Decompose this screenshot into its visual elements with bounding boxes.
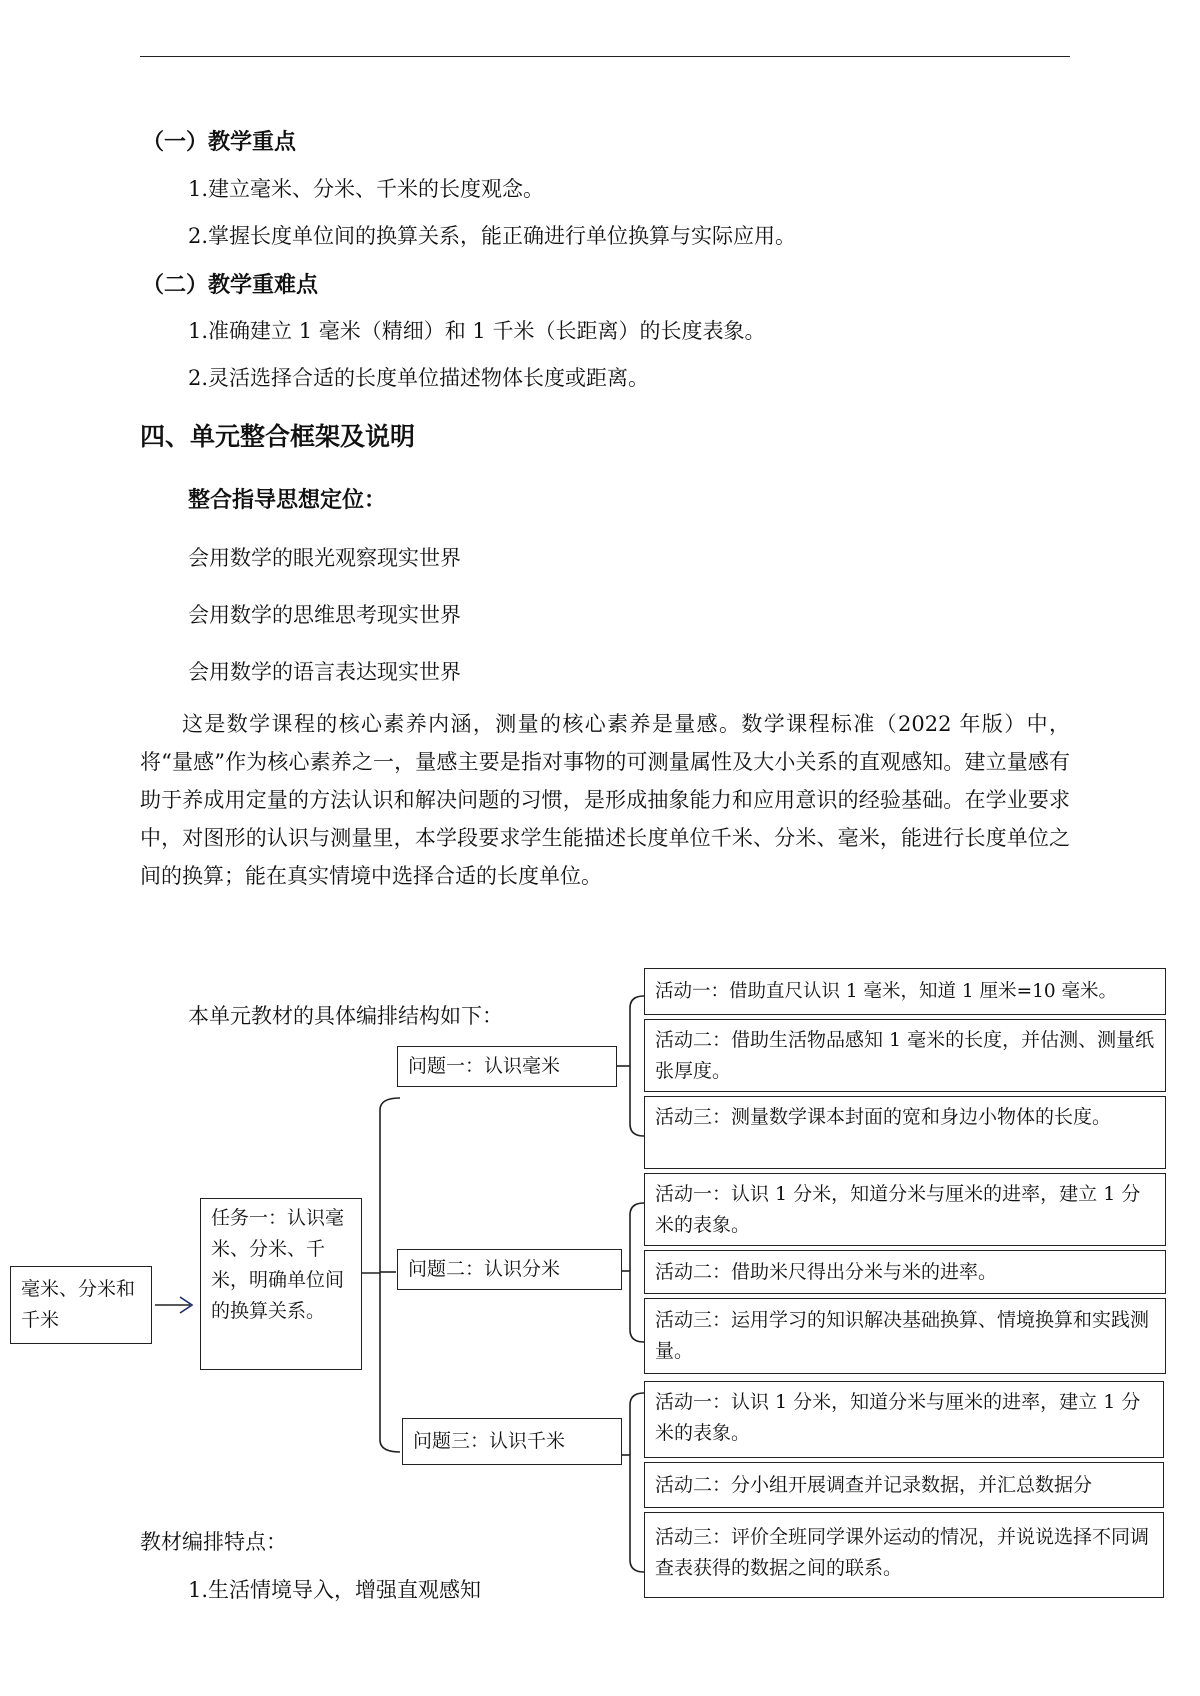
difficulty-item-1: 1.准确建立 1 毫米（精细）和 1 千米（长距离）的长度表象。 <box>188 319 766 343</box>
activity-label: 活动一：认识 1 分米，知道分米与厘米的进率，建立 1 分米的表象。 <box>655 1391 1141 1444</box>
feature-item-1: 1.生活情境导入，增强直观感知 <box>188 1578 482 1602</box>
activity-label: 活动一：认识 1 分米，知道分米与厘米的进率，建立 1 分米的表象。 <box>655 1183 1141 1236</box>
features-heading: 教材编排特点： <box>140 1530 287 1554</box>
heading-teaching-difficulty: （二）教学重难点 <box>142 273 319 298</box>
activity-box <box>644 968 1166 1015</box>
activity-label: 活动二：分小组开展调查并记录数据，并汇总数据分 <box>655 1473 1093 1496</box>
activity-label: 活动二：借助米尺得出分米与米的进率。 <box>655 1260 998 1283</box>
problem-label: 问题二：认识分米 <box>408 1258 561 1280</box>
activity-box <box>644 1381 1164 1458</box>
activity-box <box>644 1512 1164 1598</box>
activity-box <box>644 1096 1166 1169</box>
problem-box-3 <box>402 1418 622 1465</box>
activity-label: 活动三：评价全班同学课外运动的情况，并说说选择不同调查表获得的数据之间的联系。 <box>655 1526 1150 1579</box>
activity-box <box>644 1173 1166 1246</box>
root-box <box>10 1266 152 1344</box>
problem-box-2 <box>397 1249 622 1290</box>
activity-box <box>644 1298 1166 1374</box>
activity-box <box>644 1019 1166 1092</box>
task-box <box>200 1198 362 1370</box>
activity-label: 活动三：测量数学课本封面的宽和身边小物体的长度。 <box>655 1106 1112 1128</box>
guide-line-1: 会用数学的眼光观察现实世界 <box>188 546 461 570</box>
root-label: 毫米、分米和千米 <box>21 1278 136 1331</box>
problem-label: 问题三：认识千米 <box>413 1430 566 1452</box>
problem-label: 问题一：认识毫米 <box>408 1055 561 1077</box>
heading-unit-framework: 四、单元整合框架及说明 <box>140 422 416 451</box>
guide-line-2: 会用数学的思维思考现实世界 <box>188 603 461 627</box>
problem-box-1 <box>397 1046 617 1087</box>
activity-box <box>644 1462 1164 1508</box>
difficulty-item-2: 2.灵活选择合适的长度单位描述物体长度或距离。 <box>188 366 650 390</box>
focus-item-2: 2.掌握长度单位间的换算关系，能正确进行单位换算与实际应用。 <box>188 224 797 248</box>
structure-intro: 本单元教材的具体编排结构如下： <box>188 1004 503 1028</box>
heading-teaching-focus: （一）教学重点 <box>142 130 297 155</box>
activity-box <box>644 1250 1166 1294</box>
task-label: 任务一：认识毫米、分米、千米，明确单位间的换算关系。 <box>211 1207 345 1322</box>
focus-item-1: 1.建立毫米、分米、千米的长度观念。 <box>188 177 545 201</box>
activity-label: 活动一：借助直尺认识 1 毫米，知道 1 厘米=10 毫米。 <box>655 981 1117 1002</box>
core-literacy-paragraph: 这是数学课程的核心素养内涵，测量的核心素养是量感。数学课程标准（2022 年版）中，将“量感”作为核心素养之一，量感主要是指对事物的可测量属性及大小关系的直观感知。建立量感有助于养成用定量的方法认识和解决问题的习惯，是形成抽象能力和应用意识的经验基础。在学业要求中，对图形的认识与测量里，本学段要求学生能描述长度单位千米、分米、毫米，能进行长度单位之间的换算；能在真实情境中选择合适的长度单位。 <box>140 712 1070 888</box>
guide-heading: 整合指导思想定位： <box>188 488 387 513</box>
guide-line-3: 会用数学的语言表达现实世界 <box>188 660 461 684</box>
activity-label: 活动二：借助生活物品感知 1 毫米的长度，并估测、测量纸张厚度。 <box>655 1029 1155 1082</box>
activity-label: 活动三：运用学习的知识解决基础换算、情境换算和实践测量。 <box>655 1309 1150 1362</box>
